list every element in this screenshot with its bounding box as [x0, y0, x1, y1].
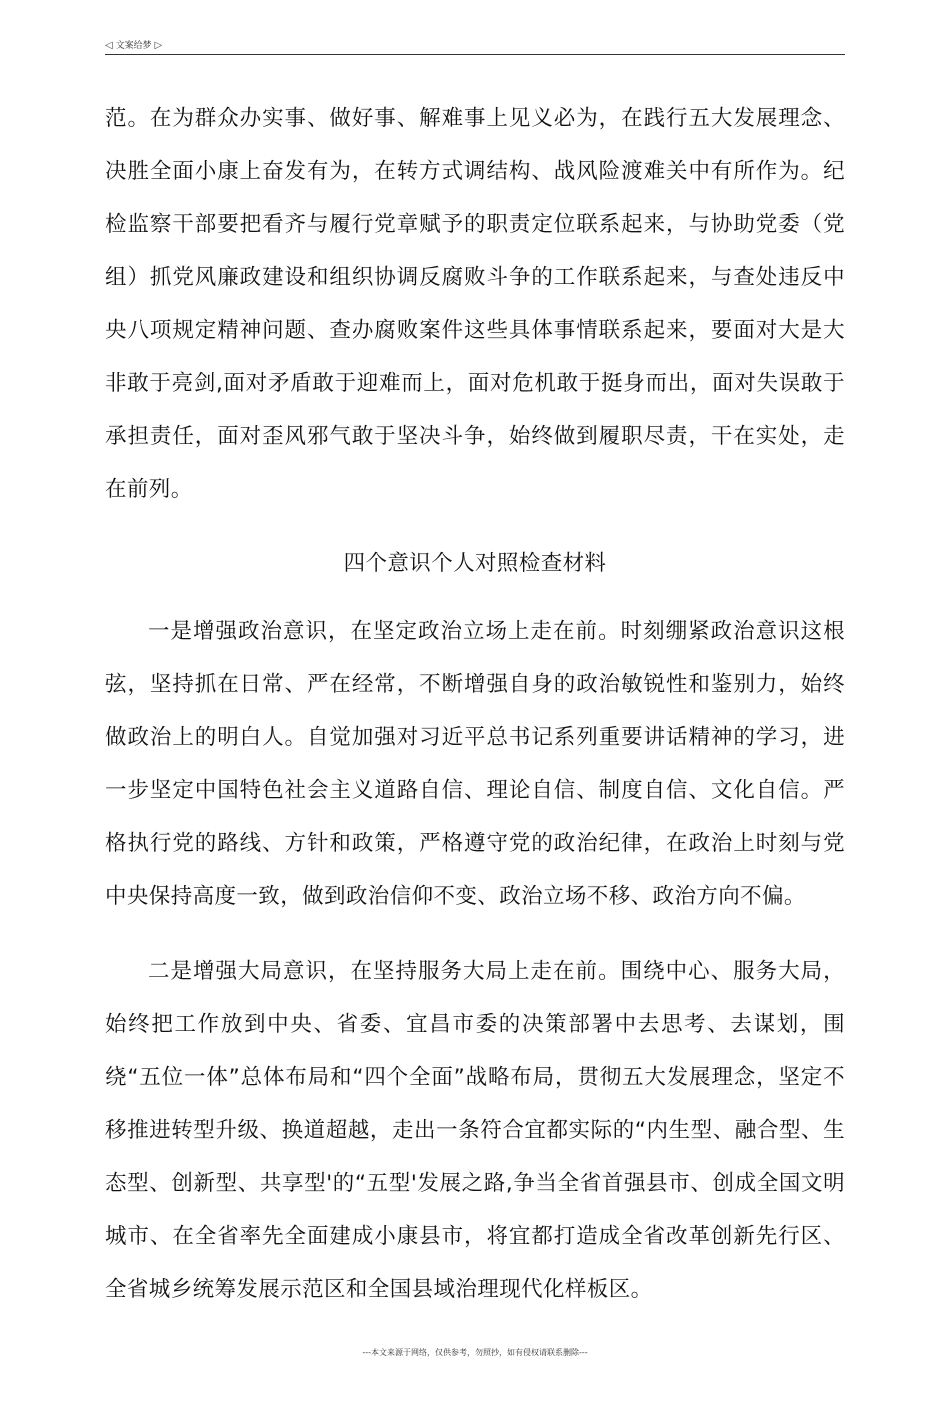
- right-triangle-icon: ▷: [154, 40, 163, 51]
- paragraph-continuation: 范。在为群众办实事、做好事、解难事上见义必为，在践行五大发展理念、决胜全面小康上奋发有为，在转方式调结构、战风险渡难关中有所作为。纪检监察干部要把看齐与履行党章赋予的职责定位联系起来，与协助党委（党组）抓党风廉政建设和组织协调反腐败斗争的工作联系起来，与查处违反中央八项规定精神问题、查办腐败案件这些具体事情联系起来，要面对大是大非敢于亮剑,面对矛盾敢于迎难而上，面对危机敢于挺身而出，面对失误敢于承担责任，面对歪风邪气敢于坚决斗争，始终做到履职尽责，干在实处，走在前列。: [105, 106, 845, 502]
- header-text: 文案给梦: [115, 41, 152, 51]
- paragraph-overall-awareness: 二是增强大局意识，在坚持服务大局上走在前。围绕中心、服务大局，始终把工作放到中央、省委、宜昌市委的决策部署中去思考、去谋划，围绕“五位一体”总体布局和“四个全面”战略布局，贯彻五大发展理念，坚定不移推进转型升级、换道超越，走出一条符合宜都实际的“内生型、融合型、生态型、创新型、共享型'的“五型'发展之路,争当全省首强县市、创成全国文明城市、在全省率先全面建成小康县市，将宜都打造成全省改革创新先行区、全省城乡统筹发展示范区和全国县域治理现代化样板区。: [105, 959, 845, 1302]
- left-triangle-icon: ◁: [105, 40, 113, 51]
- paragraph-political-awareness: 一是增强政治意识，在坚定政治立场上走在前。时刻绷紧政治意识这根弦，坚持抓在日常、严在经常，不断增强自身的政治敏锐性和鉴别力，始终做政治上的明白人。自觉加强对习近平总书记系列重要讲话精神的学习，进一步坚定中国特色社会主义道路自信、理论自信、制度自信、文化自信。严格执行党的路线、方针和政策，严格遵守党的政治纪律，在政治上时刻与党中央保持高度一致，做到政治信仰不变、政治立场不移、政治方向不偏。: [105, 619, 845, 909]
- page-footer: ---本文来源于网络，仅供参考，勿照抄，如有侵权请联系删除---: [362, 1348, 588, 1357]
- page-header: [105, 40, 845, 55]
- section-title: 四个意识个人对照检查材料: [343, 551, 607, 576]
